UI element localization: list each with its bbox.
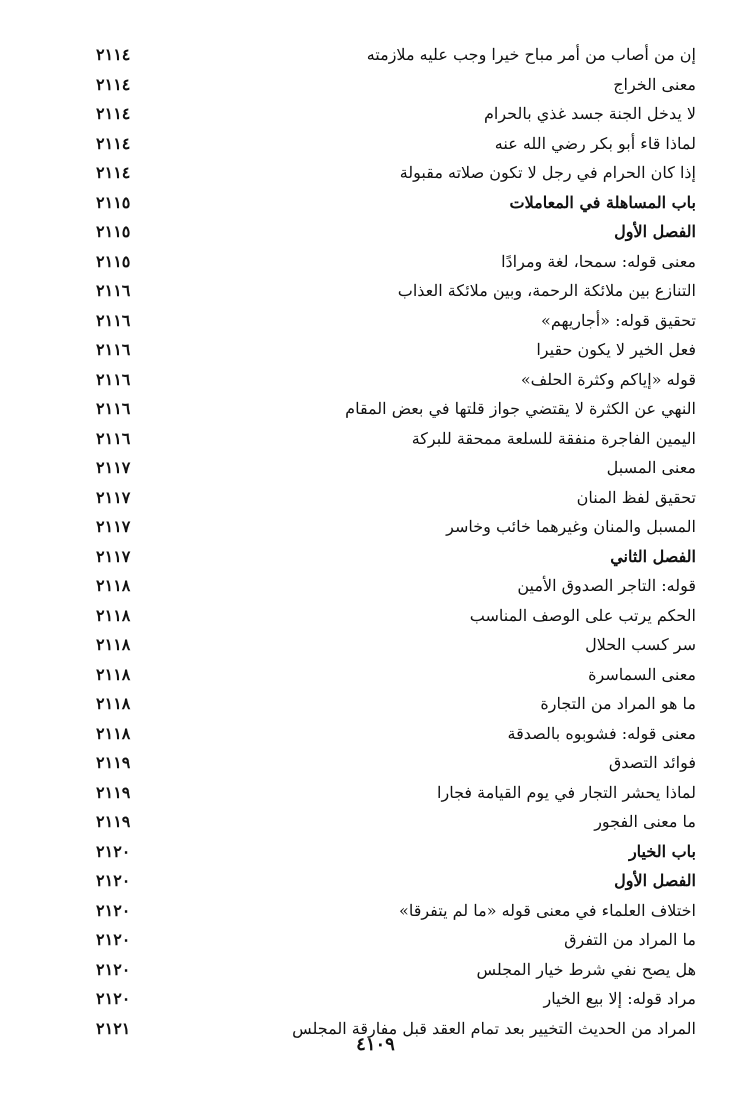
toc-entry-row — [96, 335, 696, 365]
toc-entry-title: لماذا يحشر التجار في يوم القيامة فجارا — [437, 782, 696, 802]
toc-entry-page: ٢١٢٠ — [96, 900, 131, 920]
toc-entry-row — [96, 601, 696, 631]
toc-heading-row — [96, 866, 696, 896]
toc-entry-title: الفصل الأول — [614, 222, 696, 242]
toc-entry-page: ٢١١٩ — [96, 753, 131, 773]
toc-entry-page: ٢١٢٠ — [96, 930, 131, 950]
toc-entry-title: فعل الخير لا يكون حقيرا — [536, 340, 696, 360]
toc-entry-page: ٢١١٩ — [96, 782, 131, 802]
toc-entry-row — [96, 276, 696, 306]
toc-entry-row — [96, 630, 696, 660]
toc-entry-title: المسبل والمنان وغيرهما خائب وخاسر — [446, 517, 696, 537]
toc-entry-row — [96, 660, 696, 690]
toc-entry-title: المراد من الحديث التخيير بعد تمام العقد قبل مفارقة المجلس — [292, 1018, 696, 1038]
toc-entry-row — [96, 365, 696, 395]
toc-entry-page: ٢١١٦ — [96, 281, 131, 301]
toc-entry-page: ٢١٢٠ — [96, 871, 131, 891]
toc-entry-row — [96, 70, 696, 100]
toc-entry-title: ما المراد من التفرق — [564, 930, 696, 950]
toc-entry-title: لا يدخل الجنة جسد غذي بالحرام — [483, 104, 696, 124]
toc-entry-page: ٢١١٩ — [96, 812, 131, 832]
toc-heading-row — [96, 188, 696, 218]
toc-entry-row — [96, 896, 696, 926]
toc-entry-title: إن من أصاب من أمر مباح خيرا وجب عليه ملازمته — [366, 45, 696, 65]
toc-entry-title: النهي عن الكثرة لا يقتضي جواز قلتها في بعض المقام — [345, 399, 696, 419]
toc-entry-row — [96, 306, 696, 336]
toc-entry-row — [96, 719, 696, 749]
toc-entry-page: ٢١١٥ — [96, 251, 131, 271]
toc-entry-row — [96, 571, 696, 601]
toc-entry-row — [96, 158, 696, 188]
toc-entry-page: ٢١١٧ — [96, 517, 131, 537]
table-of-contents — [96, 40, 696, 1043]
toc-entry-page: ٢١١٨ — [96, 635, 131, 655]
toc-entry-title: اختلاف العلماء في معنى قوله «ما لم يتفرقا» — [399, 900, 696, 920]
toc-entry-title: سر كسب الحلال — [585, 635, 696, 655]
toc-entry-page: ٢١١٥ — [96, 192, 131, 212]
toc-entry-page: ٢١١٨ — [96, 664, 131, 684]
toc-entry-page: ٢١١٨ — [96, 605, 131, 625]
toc-entry-page: ٢١١٨ — [96, 694, 131, 714]
toc-entry-title: ما هو المراد من التجارة — [540, 694, 696, 714]
toc-entry-title: معنى قوله: سمحا، لغة ومرادًا — [501, 251, 696, 271]
toc-entry-row — [96, 424, 696, 454]
toc-heading-row — [96, 217, 696, 247]
toc-entry-title: معنى المسبل — [606, 458, 696, 478]
toc-entry-page: ٢١١٦ — [96, 369, 131, 389]
toc-entry-title: التنازع بين ملائكة الرحمة، وبين ملائكة العذاب — [397, 281, 696, 301]
toc-entry-page: ٢١٢٠ — [96, 959, 131, 979]
toc-entry-title: باب الخيار — [628, 841, 696, 861]
page-number: ٤١٠٩ — [356, 1034, 395, 1055]
toc-entry-title: تحقيق لفظ المنان — [576, 487, 696, 507]
toc-entry-page: ٢١١٧ — [96, 487, 131, 507]
toc-entry-page: ٢١١٦ — [96, 340, 131, 360]
toc-entry-page: ٢١١٤ — [96, 45, 131, 65]
toc-entry-page: ٢١١٤ — [96, 163, 131, 183]
toc-entry-title: هل يصح نفي شرط خيار المجلس — [476, 959, 696, 979]
toc-entry-title: قوله «إياكم وكثرة الحلف» — [520, 369, 696, 389]
toc-entry-title: الحكم يرتب على الوصف المناسب — [469, 605, 696, 625]
toc-entry-page: ٢١١٧ — [96, 458, 131, 478]
toc-entry-row — [96, 483, 696, 513]
toc-heading-row — [96, 837, 696, 867]
toc-entry-row — [96, 394, 696, 424]
toc-entry-title: اليمين الفاجرة منفقة للسلعة ممحقة للبركة — [411, 428, 696, 448]
toc-entry-row — [96, 453, 696, 483]
toc-entry-title: الفصل الثاني — [610, 546, 696, 566]
toc-entry-row — [96, 247, 696, 277]
toc-entry-title: باب المساهلة في المعاملات — [509, 192, 696, 212]
toc-entry-page: ٢١١٤ — [96, 104, 131, 124]
toc-entry-page: ٢١١٦ — [96, 310, 131, 330]
toc-entry-title: معنى قوله: فشوبوه بالصدقة — [507, 723, 696, 743]
toc-entry-row — [96, 984, 696, 1014]
toc-entry-page: ٢١٢٠ — [96, 841, 131, 861]
toc-entry-page: ٢١١٨ — [96, 576, 131, 596]
toc-entry-page: ٢١١٦ — [96, 399, 131, 419]
toc-entry-page: ٢١١٨ — [96, 723, 131, 743]
toc-entry-row — [96, 689, 696, 719]
toc-entry-page: ٢١٢٠ — [96, 989, 131, 1009]
toc-heading-row — [96, 542, 696, 572]
toc-entry-title: ما معنى الفجور — [594, 812, 696, 832]
toc-entry-title: قوله: التاجر الصدوق الأمين — [517, 576, 696, 596]
toc-entry-row — [96, 512, 696, 542]
toc-entry-row — [96, 955, 696, 985]
toc-entry-page: ٢١٢١ — [96, 1018, 131, 1038]
toc-entry-title: إذا كان الحرام في رجل لا تكون صلاته مقبولة — [399, 163, 696, 183]
toc-entry-title: تحقيق قوله: «أجاريهم» — [541, 310, 696, 330]
toc-entry-row — [96, 129, 696, 159]
toc-entry-title: الفصل الأول — [614, 871, 696, 891]
toc-entry-row — [96, 925, 696, 955]
toc-entry-row — [96, 778, 696, 808]
toc-entry-row — [96, 748, 696, 778]
toc-entry-page: ٢١١٦ — [96, 428, 131, 448]
toc-entry-page: ٢١١٧ — [96, 546, 131, 566]
toc-entry-page: ٢١١٥ — [96, 222, 131, 242]
toc-entry-title: معنى السماسرة — [588, 664, 696, 684]
toc-entry-title: لماذا قاء أبو بكر رضي الله عنه — [494, 133, 696, 153]
toc-entry-row — [96, 99, 696, 129]
toc-entry-row — [96, 807, 696, 837]
toc-entry-row — [96, 40, 696, 70]
toc-entry-page: ٢١١٤ — [96, 74, 131, 94]
toc-entry-page: ٢١١٤ — [96, 133, 131, 153]
toc-entry-title: فوائد التصدق — [608, 753, 696, 773]
toc-entry-title: مراد قوله: إلا بيع الخيار — [543, 989, 696, 1009]
toc-entry-title: معنى الخراج — [613, 74, 696, 94]
